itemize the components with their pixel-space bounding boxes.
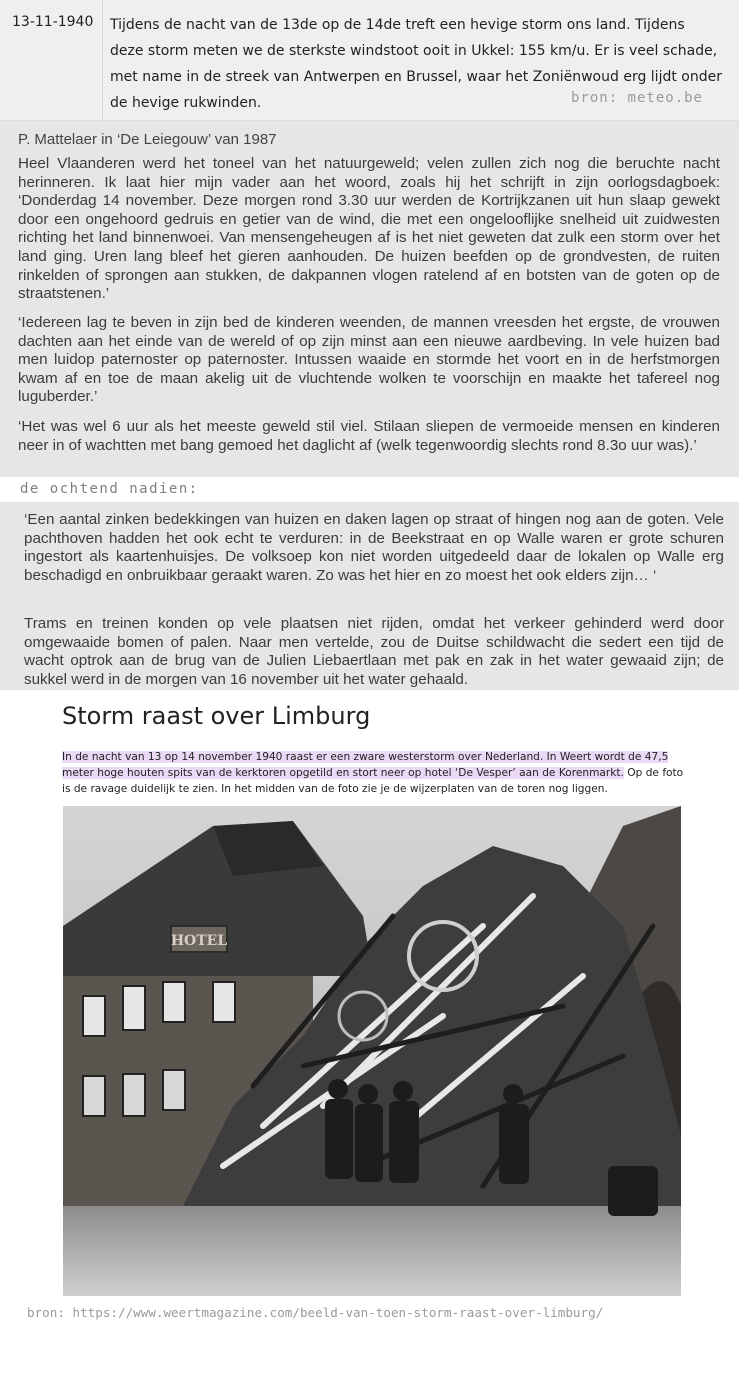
- morning-paragraph-1: ‘Een aantal zinken bedekkingen van huizen en daken lagen op straat of hingen nog aan de goten. Vele pachthoven hadden het ook echt te verduren: in de Beekstraat en op Walle waren er grote schuren ingestort als kaartenhuisjes. De volksoep kon niet worden uitgedeeld daar de lokalen op Walle erg beschadigd en onbruikbaar geraakt waren. Zo was het hier en zo moest het ook elders zijn… ‘: [24, 511, 724, 584]
- morning-label: de ochtend nadien:: [20, 481, 199, 497]
- event-row: [0, 0, 739, 121]
- article-intro-highlight: In de nacht van 13 op 14 november 1940 raast er een zware westerstorm over Nederland. In Weert wordt de 47,5 meter hoge houten spits van de kerktoren opgetild en stort neer op hotel ‘De Vesper’ aan de Korenmarkt.: [62, 751, 669, 779]
- testimony-paragraph-3: ‘Het was wel 6 uur als het meeste geweld stil viel. Stilaan sliepen de vermoeide mensen en kinderen neer in of wachtten met bang gemoed het daglicht af (welk tegenwoordig slechts rond 8.3o uur was).’: [18, 418, 720, 454]
- testimony-author: P. Mattelaer in ‘De Leiegouw’ van 1987: [18, 131, 277, 148]
- event-source: bron: meteo.be: [570, 90, 703, 106]
- storm-damage-photo: [63, 806, 681, 1296]
- testimony-paragraph-2: ‘Iedereen lag te beven in zijn bed de kinderen weenden, de mannen vreesden het ergste, de vrouwen dachten aan het einde van de wereld of op zijn minst aan een nieuwe aardbeving. In vele huizen bad men luidop paternoster op paternoster. Intussen waaide en stormde het voort en in de herfstmorgen kwam af en toe de maan akelig uit de vluchtende wolken te voorschijn en maakte het tafereel nog luguberder.’: [18, 314, 720, 406]
- hotel-sign-text: HOTEL: [170, 933, 228, 949]
- testimony-paragraph-1: Heel Vlaanderen werd het toneel van het natuurgeweld; velen zullen zich nog die beruchte nacht herinneren. Ik laat hier mijn vader aan het woord, zoals hij het schrijft in zijn oorlogsdagboek: ‘Donderdag 14 november. Deze morgen rond 3.30 uur werden de Kortrijkzanen uit hun slaap gewekt door een ongehoord gedruis en getier van de wind, die met een ongelooflijke snelheid uit zuidwesten richting het land binnenwoei. Van mensengeheugen af is het niet geweten dat zulk een storm over het land ging. Uren lang bleef het gieren aanhouden. De huizen beefden op de grondvesten, de ruiten rinkelden of sprongen aan stukken, de dakpannen vlogen ratelend af en botsten van de goten op de straatstenen.’: [18, 155, 720, 303]
- morning-block: [0, 502, 739, 690]
- testimony-block: [0, 121, 739, 477]
- article-intro-rest: Op de foto is de ravage duidelijk te zien. In het midden van de foto zie je de wijzerplaten van de toren nog liggen.: [62, 767, 684, 795]
- event-date: 13-11-1940: [2, 0, 103, 120]
- article-source: bron: https://www.weertmagazine.com/beeld-van-toen-storm-raast-over-limburg/: [27, 1305, 604, 1320]
- article-title: Storm raast over Limburg: [62, 702, 371, 730]
- article-intro: [62, 749, 686, 797]
- morning-paragraph-2: Trams en treinen konden op vele plaatsen niet rijden, omdat het verkeer gehinderd werd door omgewaaide bomen of palen. Naar men vertelde, zou de Duitse schildwacht die sedert een tijd de wacht optrok aan de brug van de Julien Liebaertlaan met pak en zak in het water gewaaid zijn; de sukkel werd in de morgen van 16 november uit het water gehaald.: [24, 615, 724, 688]
- event-description: Tijdens de nacht van de 13de op de 14de treft een hevige storm ons land. Tijdens deze storm meten we de sterkste windstoot ooit in Ukkel: 155 km/u. Er is veel schade, met name in de streek van Antwerpen en Brussel, waar het Zoniënwoud erg lijdt onder de hevige rukwinden.: [110, 17, 722, 111]
